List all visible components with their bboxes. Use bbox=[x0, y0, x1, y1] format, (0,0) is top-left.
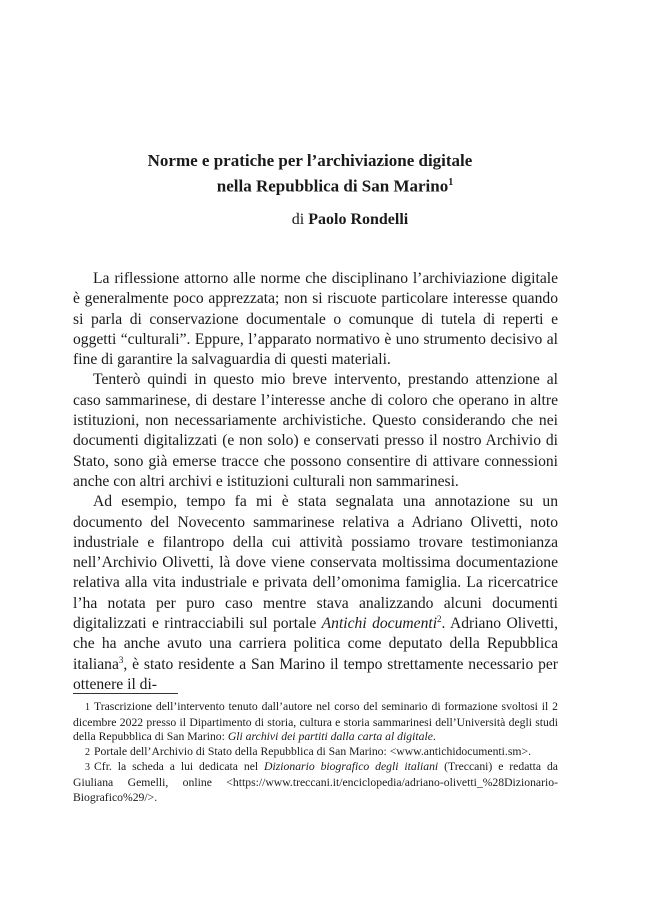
footnote-1-text-a: Trascrizione dell’intervento tenuto dall’autore nel corso del seminario di formazione svoltosi il 2 dicembre 2022 presso il Dipartimento di storia, cultura e storia sammarinesi dell’Università degli studi della Repubblica di San Marino: bbox=[73, 700, 558, 744]
footnote-1-italic: Gli archivi dei partiti dalla carta al digitale bbox=[227, 730, 433, 744]
footnote-3-text-a: Cfr. la scheda a lui dedicata nel bbox=[94, 760, 265, 774]
portal-title-italic: Antichi documenti bbox=[321, 615, 438, 633]
paragraph-3-part-a: Ad esempio, tempo fa mi è stata segnalata una annotazione su un documento del Novecento sammarinese relativa a Adriano Olivetti, noto industriale e filantropo della cui attività possiamo trovare testimonianza nell’Archivio Olivetti, là dove viene conservata moltissima documentazione relativa alla vita industriale e privata dell’omonima famiglia. La ricercatrice l’ha notata per puro caso mentre stava analizzando alcuni documenti digitalizzati e rintracciabili sul portale bbox=[73, 493, 558, 633]
byline-prefix: di bbox=[291, 211, 305, 228]
paragraph-3 bbox=[73, 492, 558, 695]
footnote-3-text-b: (Treccani) e redatta da Giuliana Gemelli, online <https://www.treccani.it/enciclopedia/adriano-olivetti_%28Dizionario-Biografico%29/>. bbox=[73, 760, 558, 804]
footnote-3-number: 3 bbox=[85, 762, 90, 774]
footnote-2-number: 2 bbox=[85, 746, 90, 758]
footnotes bbox=[73, 700, 558, 805]
paragraph-1: La riflessione attorno alle norme che disciplinano l’archiviazione digitale è generalmente poco apprezzata; non si riscuote particolare interesse quando si parla di conservazione documentale o comunque di tutela di reperti e oggetti “culturali”. Eppure, l’apparato normativo è uno strumento decisivo al fine di garantire la salvaguardia di questi materiali. bbox=[73, 270, 558, 369]
footnote-3 bbox=[73, 760, 558, 805]
footnote-2 bbox=[73, 745, 558, 761]
footnote-divider bbox=[73, 693, 178, 694]
footnote-2-text: Portale dell’Archivio di Stato della Repubblica di San Marino: <www.antichidocumenti.sm>. bbox=[94, 744, 531, 758]
author-byline bbox=[0, 211, 650, 229]
author-name: Paolo Rondelli bbox=[308, 211, 409, 228]
footnote-ref-2[interactable]: 2 bbox=[437, 613, 442, 624]
footnote-1-number: 1 bbox=[85, 702, 90, 713]
paragraph-3-part-b: . Adriano Olivetti, che ha anche avuto una carriera politica come deputato della Repubblica italiana bbox=[73, 615, 558, 673]
footnote-ref-3[interactable]: 3 bbox=[118, 654, 124, 665]
footnote-ref-1[interactable]: 1 bbox=[448, 177, 454, 188]
title-line-2-text: nella Repubblica di San Marino bbox=[216, 176, 449, 196]
footnote-1 bbox=[73, 700, 558, 745]
article-body bbox=[73, 269, 558, 695]
paragraph-2: Tenterò quindi in questo mio breve intervento, prestando attenzione al caso sammarinese, di destare l’interesse anche di coloro che operano in altre istituzioni, non necessariamente archivistiche. Questo considerando che nei documenti digitalizzati (e non solo) e conservati presso il nostro Archivio di Stato, sono già emerse tracce che possono consentire di attivare connessioni anche con altri archivi e istituzioni culturali non sammarinesi. bbox=[73, 371, 558, 490]
title-line-1: Norme e pratiche per l’archiviazione digitale bbox=[147, 151, 473, 170]
footnote-3-italic: Dizionario biografico degli italiani bbox=[264, 760, 439, 774]
footnote-1-text-b: . bbox=[432, 730, 436, 744]
article-title bbox=[0, 150, 650, 198]
title-line-2 bbox=[0, 172, 650, 198]
paragraph-3-part-c: , è stato residente a San Marino il tempo strettamente necessario per ottenere il di- bbox=[73, 655, 558, 693]
